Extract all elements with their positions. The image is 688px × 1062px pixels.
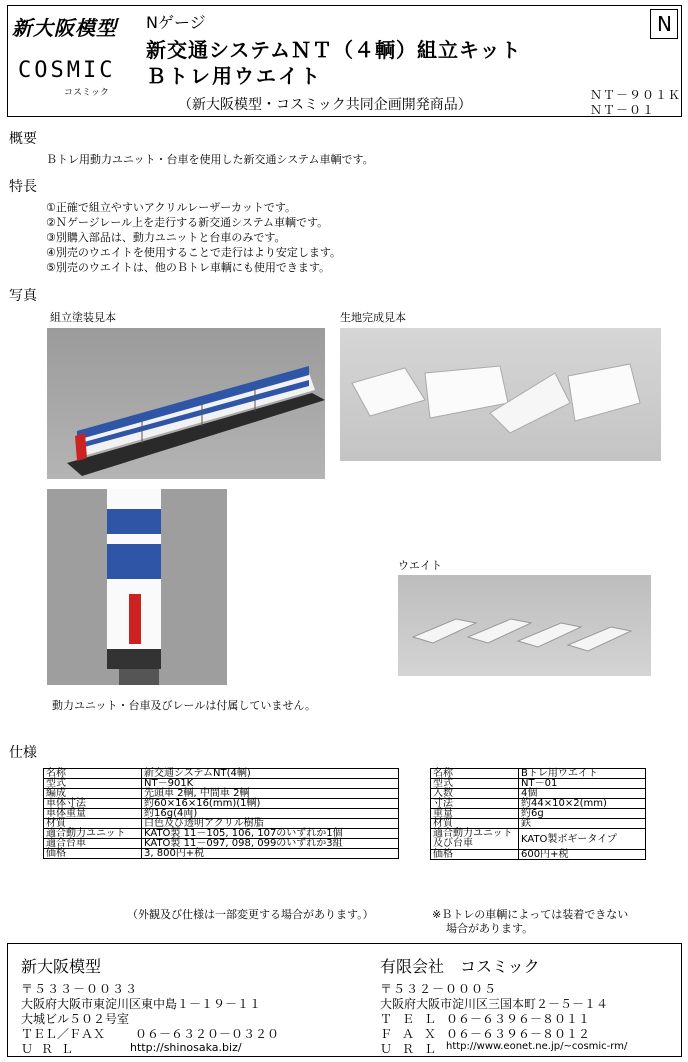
address-right: 大阪府大阪市淀川区三国本町２－５－１４ [380, 997, 609, 1011]
tel-right: ０６－６３９６－８０１１ [446, 1012, 591, 1026]
table-row: 寸法 約44×10×2(mm) [431, 799, 646, 809]
table-row: 編成 先頭車 2輌, 中間車 2輌 [44, 789, 399, 799]
table-row: 材質 白色及び透明アクリル樹脂 [44, 819, 399, 829]
feature-item: ⑤別売のウエイトは、他のＢトレ車輌にも使用できます。 [46, 261, 330, 274]
cosmic-logo: COSMIC コスミック [18, 58, 116, 98]
table-row: 名称 新交通システムNT(4輌) [44, 769, 399, 779]
product-title-2: Ｂトレ用ウエイト [146, 64, 322, 88]
table-row: 名称 Bトレ用ウエイト [431, 769, 646, 779]
fax-right: ０６－６３９６－８０１２ [446, 1027, 591, 1041]
table-row: 型式 NT－901K [44, 779, 399, 789]
table-row: 価格 600円+税 [431, 850, 646, 860]
url-label-left: ＵＲＬ [21, 1042, 82, 1056]
photo-caption-weight: ウエイト [398, 559, 442, 572]
table-row: 車体寸法 約60×16×16(mm)(1輌) [44, 799, 399, 809]
tel-left: ０６－６３２０－０３２０ [135, 1027, 280, 1041]
plain-train-photo [340, 328, 661, 461]
spec-note-warning-1: ※Ｂトレの車輌によっては装着できない [432, 908, 629, 921]
product-code-1: ＮＴ－９０１Ｋ [590, 88, 682, 102]
company-name-left: 新大阪模型 [21, 957, 102, 976]
table-row: 材質 鉄 [431, 819, 646, 829]
table-row: 適合台車 KATO製 11－097, 098, 099のいずれか3組 [44, 839, 399, 849]
painted-train-photo [47, 328, 325, 479]
table-row: 価格 3, 800円+税 [44, 849, 399, 859]
overview-text: Ｂトレ用動力ユニット・台車を使用した新交通システム車輌です。 [46, 153, 374, 166]
photo-note: 動力ユニット・台車及びレールは付属していません。 [52, 699, 316, 712]
address-left-2: 大城ビル５０２号室 [21, 1012, 130, 1026]
photo-caption-plain: 生地完成見本 [340, 311, 406, 324]
address-left-1: 大阪府大阪市東淀川区東中島１－１９－１１ [21, 997, 262, 1011]
weights-photo [398, 575, 651, 676]
company-name-right: 有限会社 コスミック [380, 957, 540, 976]
photo-caption-painted: 組立塗装見本 [50, 311, 116, 324]
feature-item: ②Ｎゲージレール上を走行する新交通システム車輌です。 [46, 216, 329, 229]
table-row: 型式 NT－01 [431, 779, 646, 789]
brand-logo: 新大阪模型 [12, 16, 117, 40]
features-heading: 特長 [9, 179, 37, 195]
n-gauge-badge: N [650, 9, 678, 39]
tel-label-right: ＴＥＬ [380, 1012, 447, 1026]
feature-item: ④別売のウエイトを使用することで走行はより安定します。 [46, 246, 341, 259]
spec-heading: 仕様 [9, 745, 37, 761]
product-title-1: 新交通システムＮＴ（４輌）組立キット [146, 38, 522, 62]
product-code-2: ＮＴ－０１ [590, 103, 656, 117]
overview-heading: 概要 [9, 131, 37, 147]
table-row: 車体重量 約16g(4両) [44, 809, 399, 819]
zip-left: 〒５３３－００３３ [21, 982, 139, 996]
feature-item: ③別購入部品は、動力ユニットと台車のみです。 [46, 231, 286, 244]
url-right[interactable]: http://www.eonet.ne.jp/~cosmic-rm/ [446, 1041, 628, 1052]
table-row: 適合動力ユニット及び台車 KATO製ボギータイプ [431, 829, 646, 850]
spec-note: （外観及び仕様は一部変更する場合があります。） [127, 908, 374, 921]
tel-label-left: ＴＥＬ／ＦＡＸ [21, 1027, 106, 1041]
front-view-photo [47, 489, 227, 685]
subtitle: （新大阪模型・コスミック共同企画開発商品） [178, 97, 472, 113]
spec-note-warning-2: 場合があります。 [446, 922, 534, 935]
table-row: 適合動力ユニット KATO製 11－105, 106, 107のいずれか1個 [44, 829, 399, 839]
url-left[interactable]: http://shinosaka.biz/ [130, 1041, 242, 1054]
table-row: 重量 約6g [431, 809, 646, 819]
spec-table-weight [430, 768, 646, 860]
spec-table-kit [43, 768, 399, 859]
zip-right: 〒５３２－０００５ [380, 982, 498, 996]
fax-label-right: ＦＡＸ [380, 1027, 447, 1041]
photos-heading: 写真 [9, 288, 37, 304]
url-label-right: ＵＲＬ [380, 1042, 447, 1056]
gauge-label: Nゲージ [146, 13, 206, 32]
table-row: 入数 4個 [431, 789, 646, 799]
feature-item: ①正確で組立やすいアクリルレーザーカットです。 [46, 201, 297, 214]
